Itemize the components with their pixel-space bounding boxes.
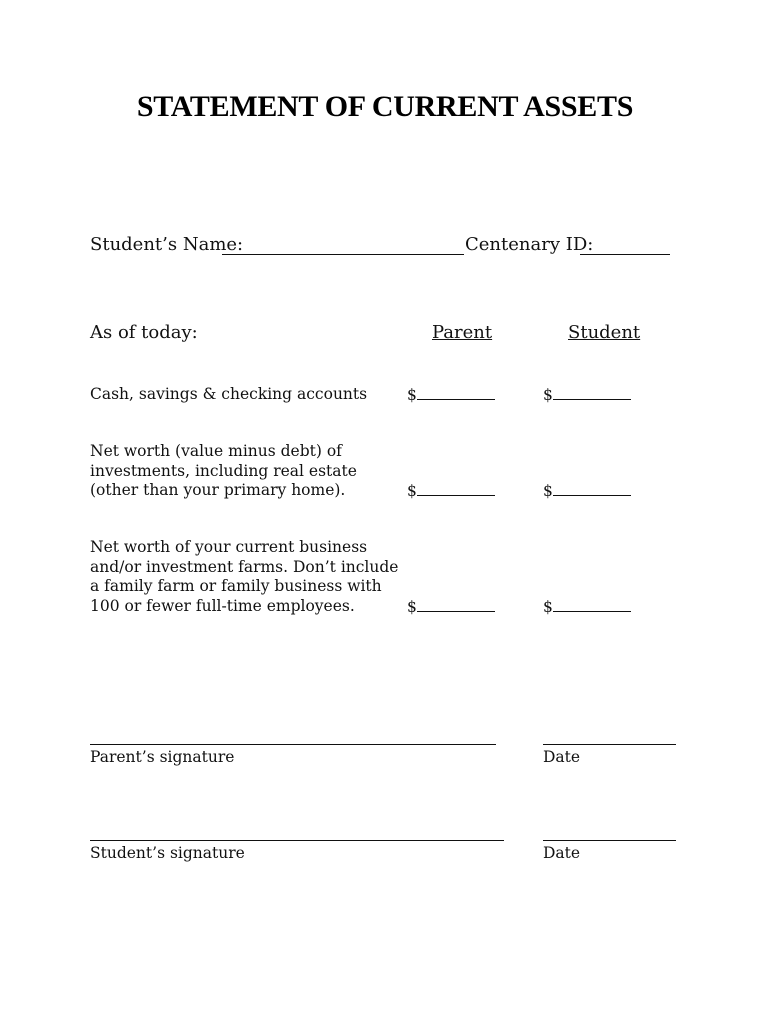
- row-investments-line-1: Net worth (value minus debt) of: [90, 442, 342, 460]
- student-column-header: Student: [568, 322, 641, 343]
- centenary-id-label: Centenary ID:: [465, 234, 594, 255]
- row-cash-parent-amount[interactable]: [407, 385, 495, 404]
- parent-signature-label: Parent’s signature: [90, 748, 235, 766]
- dollar-sign: $: [407, 386, 417, 404]
- row-business-label: [90, 538, 398, 616]
- dollar-sign: $: [543, 598, 553, 616]
- student-signature-label: Student’s signature: [90, 844, 245, 862]
- row-business-student-amount[interactable]: [543, 597, 631, 616]
- row-business-line-2: and/or investment farms. Don’t include: [90, 557, 399, 576]
- row-investments-student-amount[interactable]: [543, 481, 631, 500]
- row-cash-label: [90, 385, 367, 405]
- parent-date-label: Date: [543, 748, 581, 766]
- row-business-line-4: 100 or fewer full-time employees.: [90, 596, 355, 615]
- student-name-field[interactable]: [222, 254, 464, 255]
- parent-signature-line[interactable]: [90, 744, 496, 745]
- row-investments-line-3: (other than your primary home).: [90, 481, 346, 499]
- row-cash-student-amount[interactable]: [543, 385, 631, 404]
- parent-column-header: Parent: [432, 322, 493, 343]
- dollar-sign: $: [543, 482, 553, 500]
- row-investments-parent-amount[interactable]: [407, 481, 495, 500]
- row-investments-label: [90, 442, 357, 501]
- row-business-line-1: Net worth of your current business: [90, 538, 368, 556]
- parent-date-line[interactable]: [543, 744, 676, 745]
- student-date-line[interactable]: [543, 840, 676, 841]
- row-business-parent-amount[interactable]: [407, 597, 495, 616]
- dollar-sign: $: [407, 482, 417, 500]
- dollar-sign: $: [407, 598, 417, 616]
- page-title: STATEMENT OF CURRENT ASSETS: [136, 90, 634, 123]
- student-name-label: Student’s Name:: [90, 234, 244, 255]
- centenary-id-field[interactable]: [580, 254, 670, 255]
- row-business-line-3: a family farm or family business with: [90, 577, 382, 595]
- dollar-sign: $: [543, 386, 553, 404]
- row-cash-line-1: Cash, savings & checking accounts: [90, 385, 368, 403]
- student-signature-line[interactable]: [90, 840, 504, 841]
- student-date-label: Date: [543, 844, 581, 862]
- row-investments-line-2: investments, including real estate: [90, 461, 357, 480]
- as-of-today-label: As of today:: [90, 322, 198, 343]
